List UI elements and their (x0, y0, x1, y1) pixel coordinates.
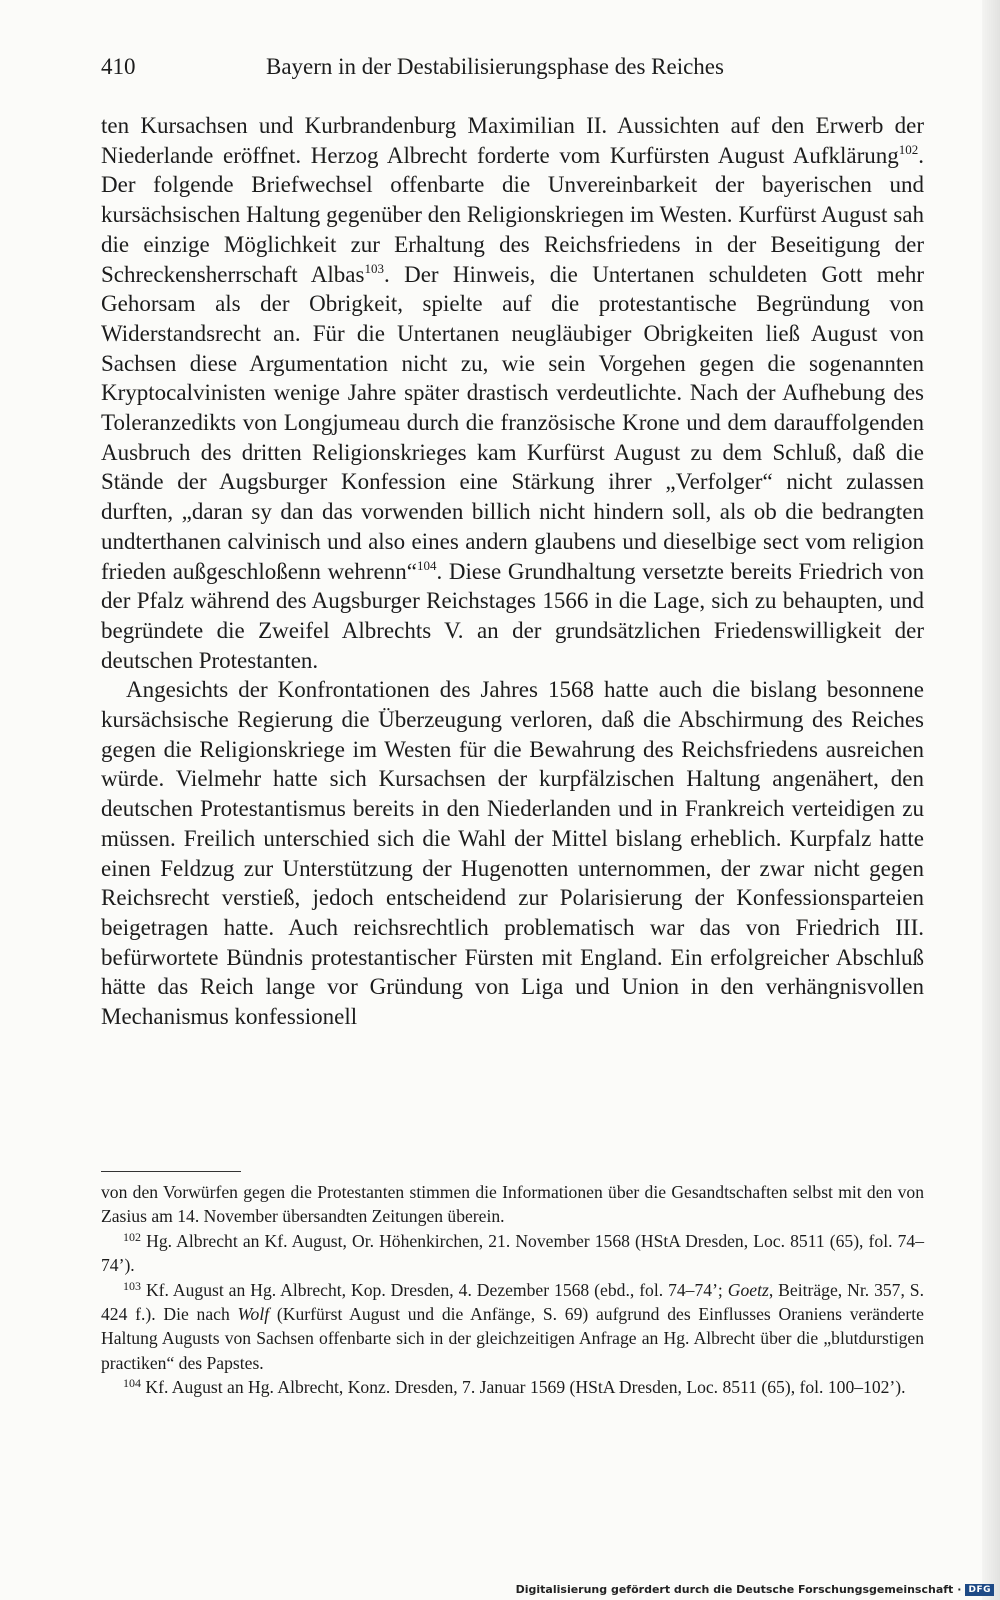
running-title: Bayern in der Destabilisierungsphase des Reiches (266, 54, 724, 79)
text-run: Hg. Albrecht an Kf. August, Or. Höhenkirchen, 21. November 1568 (HStA Dresden, Loc. 8511 (65), fol. 74–74’). (101, 1230, 925, 1276)
main-text (101, 111, 924, 1032)
footnote (101, 1278, 924, 1376)
text-run: , Beiträge, Nr. 357, S. 424 f.). Die nach (101, 1279, 924, 1325)
text-run: (Kurfürst August und die Anfänge, S. 69) aufgrund des Einflusses Oraniens veränderte Haltung Augusts von Sachsen offenbarte sich in der gleichzeitigen Anfrage an Hg. Albrecht über die „blutdurstigen practiken“ des Papstes. (101, 1304, 924, 1373)
page-number: 410 (101, 54, 136, 79)
footnote-number: 103 (123, 1278, 141, 1293)
footnote (101, 1375, 924, 1399)
footnote-reference: 103 (364, 260, 384, 276)
footnote-continuation (101, 1180, 924, 1229)
text-run: . Der folgende Briefwechsel offenbarte die Unvereinbarkeit der bayerischen und kursächsischen Haltung gegenüber den Religionskriegen im Westen. Kurfürst August sah die einzige Möglichkeit zur Erhaltung des Reichsfriedens in der Beseitigung der Schreckensherrschaft Albas (101, 142, 924, 287)
footnote-divider (101, 1171, 241, 1172)
author-name: Goetz (727, 1279, 769, 1300)
text-run: ten Kursachsen und Kurbrandenburg Maximilian II. Aussichten auf den Erwerb der Niederlande eröffnet. Herzog Albrecht forderte vom Kurfürsten August Aufklärung (101, 113, 924, 168)
footnote (101, 1229, 924, 1278)
footnote-number: 102 (123, 1229, 141, 1244)
digitization-credit (516, 1583, 994, 1596)
text-run: Kf. August an Hg. Albrecht, Kop. Dresden, 4. Dezember 1568 (ebd., fol. 74–74’; (145, 1279, 728, 1300)
body-paragraph (101, 111, 924, 675)
page-edge (982, 0, 1000, 1600)
footnote-number: 104 (123, 1376, 141, 1391)
footnote-reference: 104 (416, 557, 437, 573)
dfg-logo: DFG (965, 1584, 994, 1596)
body-paragraph (101, 675, 924, 1031)
text-run: Angesichts der Konfrontationen des Jahres 1568 hatte auch die bislang besonnene kursächsische Regierung die Überzeugung verloren, daß die Abschirmung des Reiches gegen die Religionskriege im Westen für die Bewahrung des Reichsfriedens ausreichen würde. Vielmehr hatte sich Kursachsen der kurpfälzischen Haltung angenähert, den deutschen Protestantismus bereits in den Niederlanden und in Frankreich verteidigen zu müssen. Freilich unterschied sich die Wahl der Mittel bislang erheblich. Kurpfalz hatte einen Feldzug zur Unterstützung der Hugenotten unternommen, der zwar nicht gegen Reichsrecht verstieß, jedoch entscheidend zur Polarisierung der Konfessionsparteien beigetragen hatte. Auch reichsrechtlich problematisch war das von Friedrich III. befürwortete Bündnis protestantischer Fürsten mit England. Ein erfolgreicher Abschluß hätte das Reich lange vor Gründung von Liga und Union in den verhängnisvollen Mechanismus konfessionell (101, 677, 924, 1030)
footnotes (101, 1180, 924, 1400)
text-run: Kf. August an Hg. Albrecht, Konz. Dresden, 7. Januar 1569 (HStA Dresden, Loc. 8511 (65), fol. 100–102’). (145, 1377, 906, 1398)
text-run: . Der Hinweis, die Untertanen schuldeten Gott mehr Gehorsam als der Obrigkeit, spielte auf die protestantische Begründung von Widerstandsrecht an. Für die Untertanen neugläubiger Obrigkeiten ließ August von Sachsen diese Argumentation nicht zu, wie sein Vorgehen gegen die sogenannten Kryptocalvinisten wenige Jahre später drastisch verdeutlichte. Nach der Aufhebung des Toleranzedikts von Longjumeau durch die französische Krone und dem darauffolgenden Ausbruch des dritten Religionskrieges kam Kurfürst August zu dem Schluß, daß die Stände der Augsburger Konfession eine Stärkung ihrer „Verfolger“ nicht zulassen durften, „daran sy dan das vorwenden billich nicht hindern soll, als ob die bedrangten undterthanen calvinisch und also eines andern glaubens und dieselbige sect vom religion frieden außgeschloßenn wehrenn“ (101, 261, 924, 584)
text-run: . Diese Grundhaltung versetzte bereits Friedrich von der Pfalz während des Augsburger Reichstages 1566 in die Lage, sich zu behaupten, und begründete die Zweifel Albrechts V. an der grundsätzlichen Friedenswilligkeit der deutschen Protestanten. (101, 558, 924, 673)
footnote-reference: 102 (898, 141, 919, 157)
separator-dot: · (957, 1583, 962, 1596)
page-header (101, 50, 907, 84)
author-name: Wolf (237, 1304, 270, 1325)
credit-text: Digitalisierung gefördert durch die Deutsche Forschungsgemeinschaft (515, 1583, 954, 1596)
text-run: von den Vorwürfen gegen die Protestanten stimmen die Informationen über die Gesandtschaften selbst mit den von Zasius am 14. November übersandten Zeitungen überein. (101, 1182, 924, 1227)
